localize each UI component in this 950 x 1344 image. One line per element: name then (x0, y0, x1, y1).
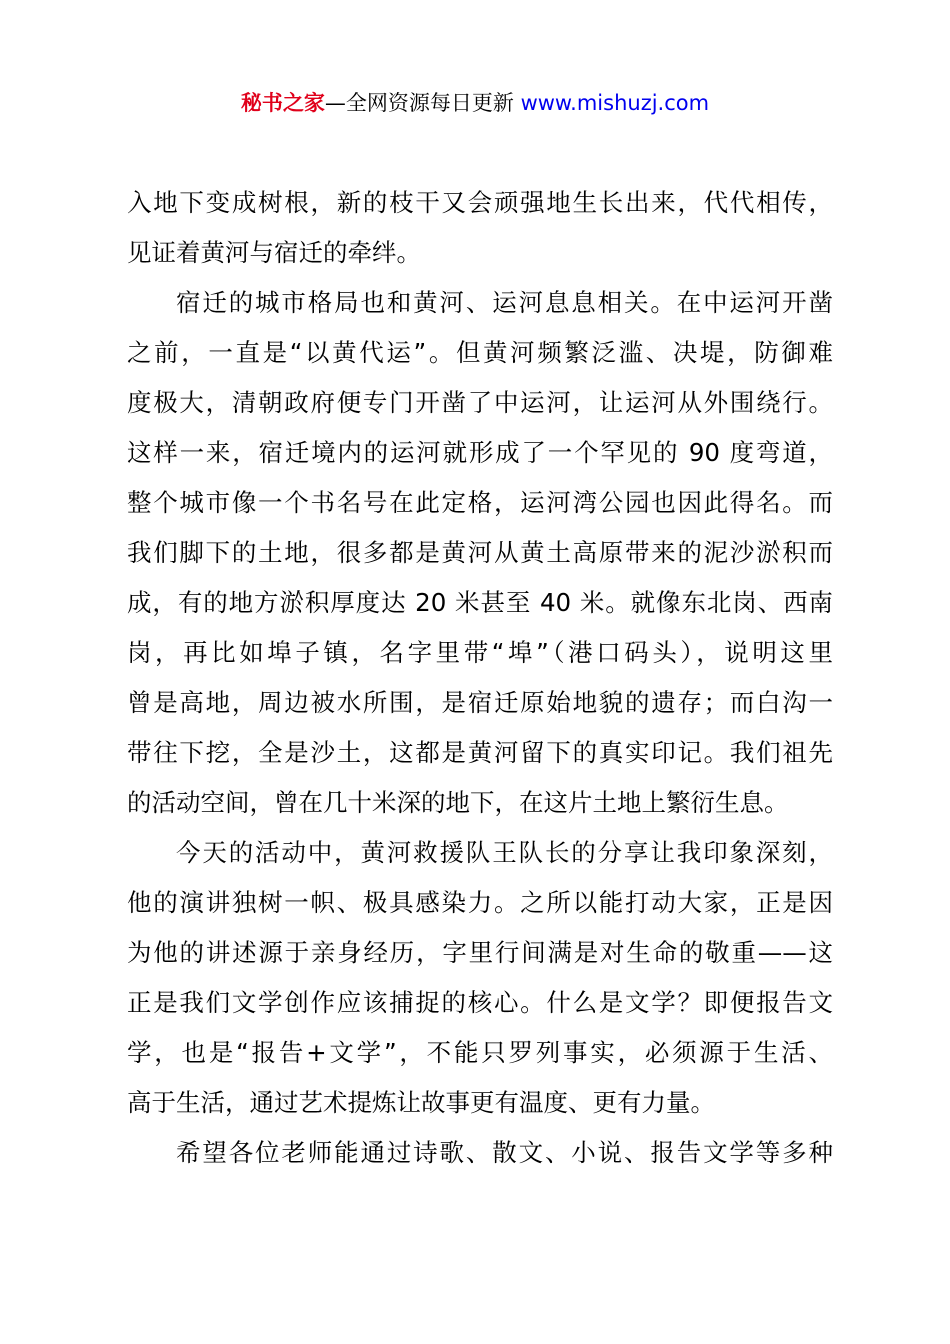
text-line: 学，也是“报告+文学”，不能只罗列事实，必须源于生活、 (127, 1038, 833, 1067)
document-body (127, 178, 833, 1178)
text-line: 这样一来，宿迁境内的运河就形成了一个罕见的 90 度弯道， (127, 438, 833, 467)
site-tagline: —全网资源每日更新 (324, 91, 521, 115)
text-line: 整个城市像一个书名号在此定格，运河湾公园也因此得名。而 (127, 488, 833, 517)
text-line: 我们脚下的土地，很多都是黄河从黄土高原带来的泥沙淤积而 (127, 538, 833, 567)
text-line: 曾是高地，周边被水所围，是宿迁原始地貌的遗存；而白沟一 (127, 688, 833, 717)
paragraph-first-line: 希望各位老师能通过诗歌、散文、小说、报告文学等多种 (176, 1138, 833, 1167)
text-line: 正是我们文学创作应该捕捉的核心。什么是文学？即便报告文 (127, 988, 833, 1017)
site-brand: 秘书之家 (240, 91, 325, 115)
text-line: 成，有的地方淤积厚度达 20 米甚至 40 米。就像东北岗、西南 (127, 588, 833, 617)
paragraph-first-line: 今天的活动中，黄河救援队王队长的分享让我印象深刻， (176, 838, 833, 867)
text-line: 高于生活，通过艺术提炼让故事更有温度、更有力量。 (127, 1088, 715, 1117)
site-url-link[interactable]: www.mishuzj.com (520, 91, 710, 115)
text-line: 带往下挖，全是沙土，这都是黄河留下的真实印记。我们祖先 (127, 738, 833, 767)
text-line: 之前，一直是“以黄代运”。但黄河频繁泛滥、决堤，防御难 (127, 338, 833, 367)
paragraph-first-line: 宿迁的城市格局也和黄河、运河息息相关。在中运河开凿 (176, 288, 833, 317)
text-line: 的活动空间，曾在几十米深的地下，在这片土地上繁衍生息。 (127, 788, 789, 817)
text-line: 为他的讲述源于亲身经历，字里行间满是对生命的敬重——这 (127, 938, 833, 967)
text-line: 入地下变成树根，新的枝干又会顽强地生长出来，代代相传， (127, 188, 833, 217)
text-line: 度极大，清朝政府便专门开凿了中运河，让运河从外围绕行。 (127, 388, 833, 417)
text-line: 见证着黄河与宿迁的牵绊。 (127, 238, 421, 267)
text-line: 岗，再比如埠子镇，名字里带“埠”（港口码头），说明这里 (127, 638, 833, 667)
page-header (0, 88, 950, 118)
text-line: 他的演讲独树一帜、极具感染力。之所以能打动大家，正是因 (127, 888, 833, 917)
